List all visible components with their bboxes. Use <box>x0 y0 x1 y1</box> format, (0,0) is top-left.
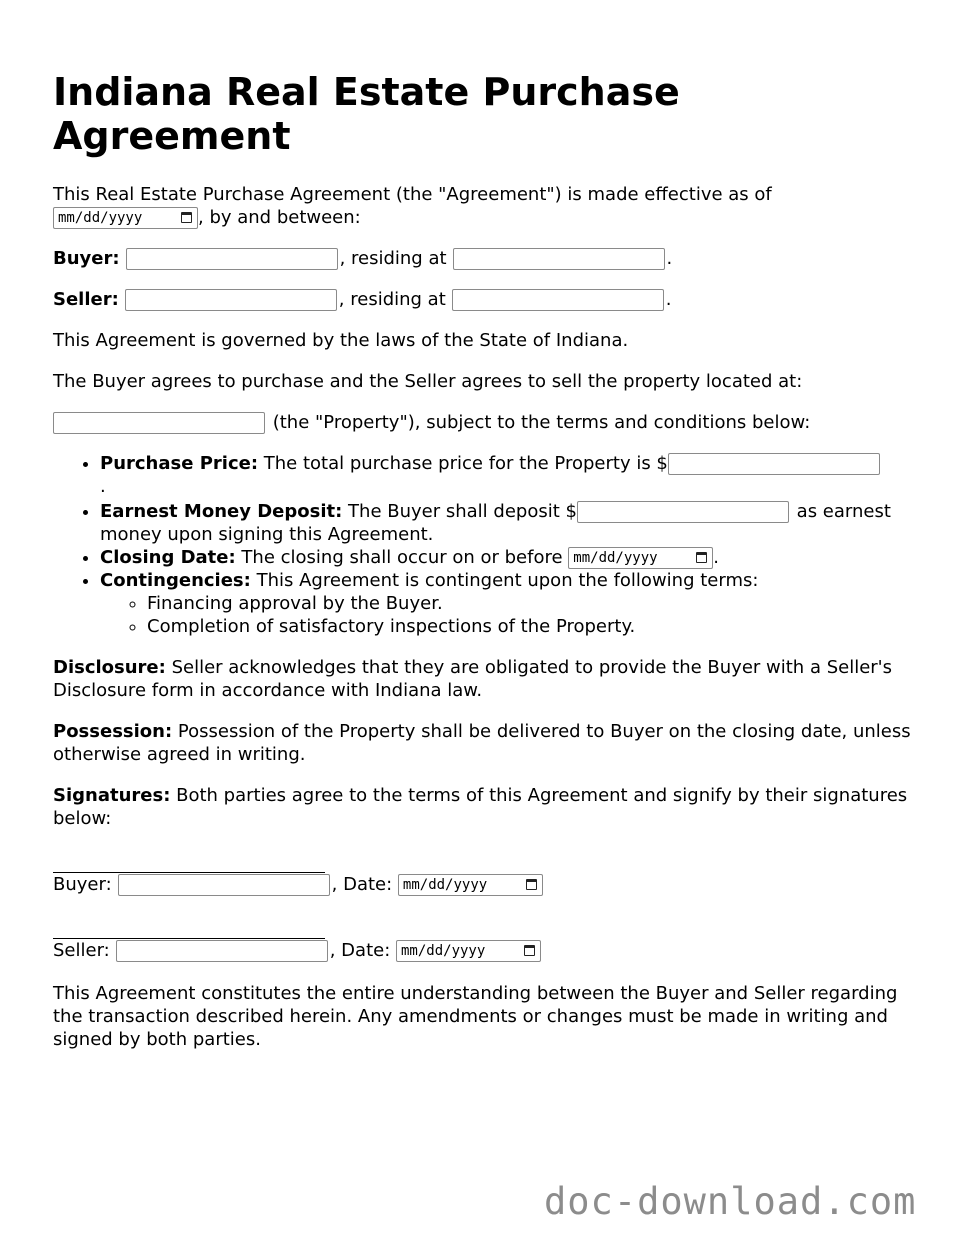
seller-signature-date-placeholder: mm/dd/yyyy <box>401 943 486 959</box>
buyer-signature-line[interactable] <box>53 854 325 873</box>
purchase-price-label: Purchase Price: <box>100 453 259 474</box>
closing-date-text: The closing shall occur on or before <box>235 547 569 568</box>
buyer-line-end: . <box>666 248 673 269</box>
buyer-signature-date-placeholder: mm/dd/yyyy <box>402 877 488 893</box>
buyer-residing-text: , residing at <box>339 248 447 269</box>
agreement-form <box>53 70 913 1069</box>
seller-name-input[interactable] <box>125 289 337 311</box>
disclosure-label: Disclosure: <box>53 657 166 678</box>
signatures-paragraph <box>53 784 913 830</box>
seller-signature-date-input[interactable] <box>396 940 541 962</box>
list-item <box>100 500 913 546</box>
calendar-icon[interactable] <box>181 212 192 223</box>
possession-text: Possession of the Property shall be delivered to Buyer on the closing date, unless otherwise agreed in writing. <box>53 721 911 765</box>
seller-line <box>53 288 913 311</box>
closing-date-end: . <box>713 547 720 568</box>
deposit-label: Earnest Money Deposit: <box>100 501 343 522</box>
purchase-price-input[interactable] <box>668 453 880 475</box>
intro-paragraph <box>53 183 913 229</box>
buyer-signature-label: Buyer: <box>53 874 112 895</box>
possession-label: Possession: <box>53 721 173 742</box>
buyer-line <box>53 247 913 270</box>
property-suffix: (the "Property"), subject to the terms and conditions below: <box>267 412 811 433</box>
purchase-price-text: The total purchase price for the Property is $ <box>258 453 668 474</box>
deposit-input[interactable] <box>577 501 789 523</box>
terms-list <box>53 452 913 638</box>
calendar-icon[interactable] <box>526 879 537 890</box>
seller-address-input[interactable] <box>452 289 664 311</box>
signatures-label: Signatures: <box>53 785 171 806</box>
list-item <box>100 569 913 638</box>
closing-date-input[interactable] <box>568 547 713 569</box>
intro-text: This Real Estate Purchase Agreement (the "Agreement") is made effective as of <box>53 184 772 205</box>
buyer-address-input[interactable] <box>453 248 665 270</box>
seller-date-label: , Date: <box>329 940 391 961</box>
disclosure-text: Seller acknowledges that they are obligated to provide the Buyer with a Seller's Disclosure form in accordance with Indiana law. <box>53 657 892 701</box>
contingencies-list <box>100 592 913 638</box>
deposit-text: The Buyer shall deposit $ <box>342 501 577 522</box>
seller-line-end: . <box>665 289 672 310</box>
closing-paragraph: This Agreement constitutes the entire understanding between the Buyer and Seller regarding the transaction described herein. Any amendments or changes must be made in writing and signed by both parties. <box>53 983 898 1050</box>
page-title: Indiana Real Estate Purchase Agreement <box>53 70 680 158</box>
signatures-text: Both parties agree to the terms of this Agreement and signify by their signatures below: <box>53 785 908 829</box>
calendar-icon[interactable] <box>524 945 535 956</box>
list-item <box>100 452 913 498</box>
governed-paragraph: This Agreement is governed by the laws of the State of Indiana. <box>53 330 629 351</box>
property-line <box>53 411 913 434</box>
intro-suffix: , by and between: <box>198 207 361 228</box>
buyer-label: Buyer: <box>53 248 120 269</box>
watermark: doc-download.com <box>544 1180 917 1223</box>
contingencies-label: Contingencies: <box>100 570 251 591</box>
closing-date-placeholder: mm/dd/yyyy <box>573 550 658 566</box>
agrees-paragraph: The Buyer agrees to purchase and the Seller agrees to sell the property located at: <box>53 371 803 392</box>
disclosure-paragraph <box>53 656 913 702</box>
seller-signature-name-input[interactable] <box>116 940 328 962</box>
calendar-icon[interactable] <box>696 552 707 563</box>
seller-residing-text: , residing at <box>338 289 446 310</box>
list-item: ◦ Financing approval by the Buyer. <box>147 592 913 615</box>
buyer-name-input[interactable] <box>126 248 338 270</box>
effective-date-input[interactable] <box>53 207 198 229</box>
buyer-signature-name-input[interactable] <box>118 874 330 896</box>
seller-signature-line[interactable] <box>53 920 325 939</box>
list-item <box>100 546 913 569</box>
list-item: ◦ Completion of satisfactory inspections of the Property. <box>147 615 913 638</box>
purchase-price-end: . <box>100 476 106 497</box>
buyer-date-label: , Date: <box>331 874 393 895</box>
seller-label: Seller: <box>53 289 119 310</box>
seller-signature-block <box>53 920 913 962</box>
deposit-end: as earnest money upon signing this Agreement. <box>100 501 891 545</box>
contingencies-text: This Agreement is contingent upon the following terms: <box>250 570 759 591</box>
buyer-signature-block <box>53 854 913 896</box>
seller-signature-label: Seller: <box>53 940 110 961</box>
possession-paragraph <box>53 720 913 766</box>
property-address-input[interactable] <box>53 412 265 434</box>
closing-date-label: Closing Date: <box>100 547 236 568</box>
effective-date-placeholder: mm/dd/yyyy <box>58 210 143 226</box>
buyer-signature-date-input[interactable] <box>398 874 543 896</box>
